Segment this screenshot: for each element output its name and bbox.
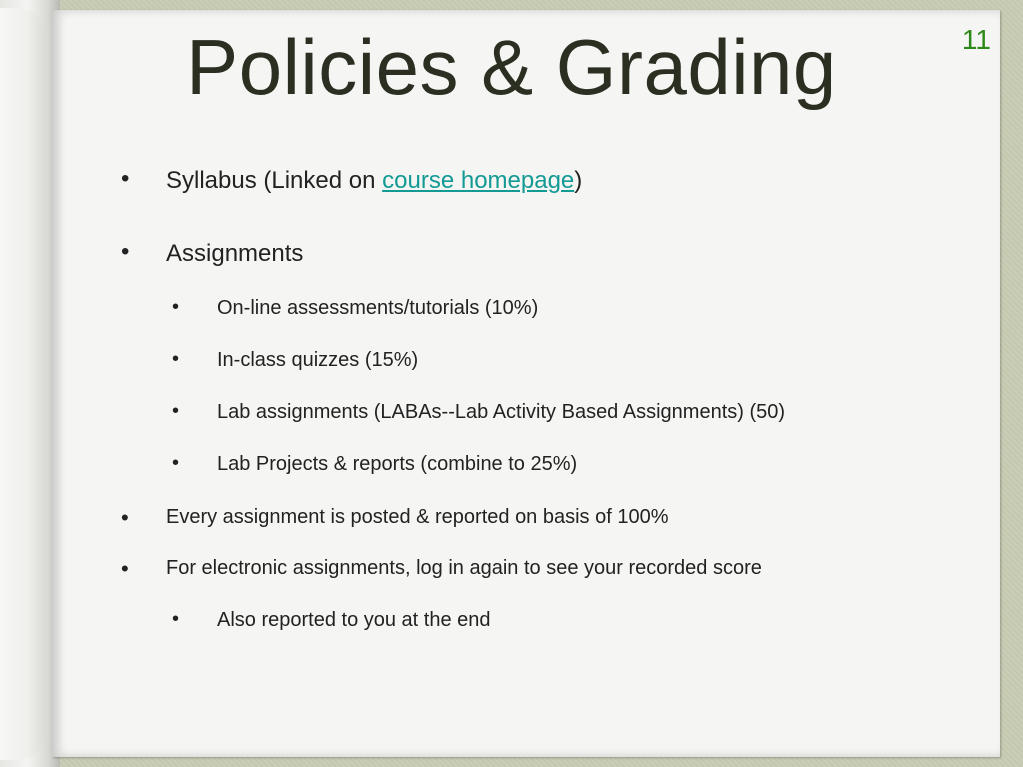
- bullet-electronic-assignments: [121, 556, 762, 581]
- bullet-icon: •: [172, 348, 180, 370]
- bullet-icon: •: [172, 400, 180, 422]
- bullet-icon: •: [121, 556, 129, 581]
- slide-number: 11: [961, 24, 991, 55]
- electronic-assignments-label: For electronic assignments, log in again to see your recorded score: [166, 557, 762, 579]
- bullet-lab-assignments: [172, 400, 786, 424]
- bullet-online-assessments: [172, 296, 539, 320]
- bullet-assignments: [121, 238, 304, 268]
- bullet-icon: •: [172, 608, 180, 630]
- lab-assignments-label: Lab assignments (LABAs--Lab Activity Based Assignments) (50): [217, 401, 786, 423]
- bullet-syllabus: [121, 165, 583, 195]
- bullet-also-reported: [172, 608, 491, 632]
- syllabus-prefix: Syllabus (Linked on: [166, 167, 383, 194]
- bullet-icon: •: [121, 165, 130, 192]
- online-assessments-label: On-line assessments/tutorials (10%): [217, 297, 539, 319]
- bullet-every-assignment: [121, 505, 669, 530]
- every-assignment-label: Every assignment is posted & reported on basis of 100%: [166, 506, 669, 528]
- course-homepage-link[interactable]: course homepage: [382, 167, 575, 194]
- assignments-label: Assignments: [166, 240, 304, 267]
- lab-projects-label: Lab Projects & reports (combine to 25%): [217, 453, 578, 475]
- bullet-icon: •: [172, 296, 180, 318]
- bullet-lab-projects: [172, 452, 578, 476]
- bullet-icon: •: [121, 505, 129, 530]
- quizzes-label: In-class quizzes (15%): [217, 349, 419, 371]
- also-reported-label: Also reported to you at the end: [217, 609, 491, 631]
- slide-title: Policies & Grading: [186, 23, 837, 111]
- syllabus-suffix: ): [574, 167, 583, 194]
- bullet-quizzes: [172, 348, 419, 372]
- bullet-icon: •: [121, 238, 130, 265]
- bullet-icon: •: [172, 452, 180, 474]
